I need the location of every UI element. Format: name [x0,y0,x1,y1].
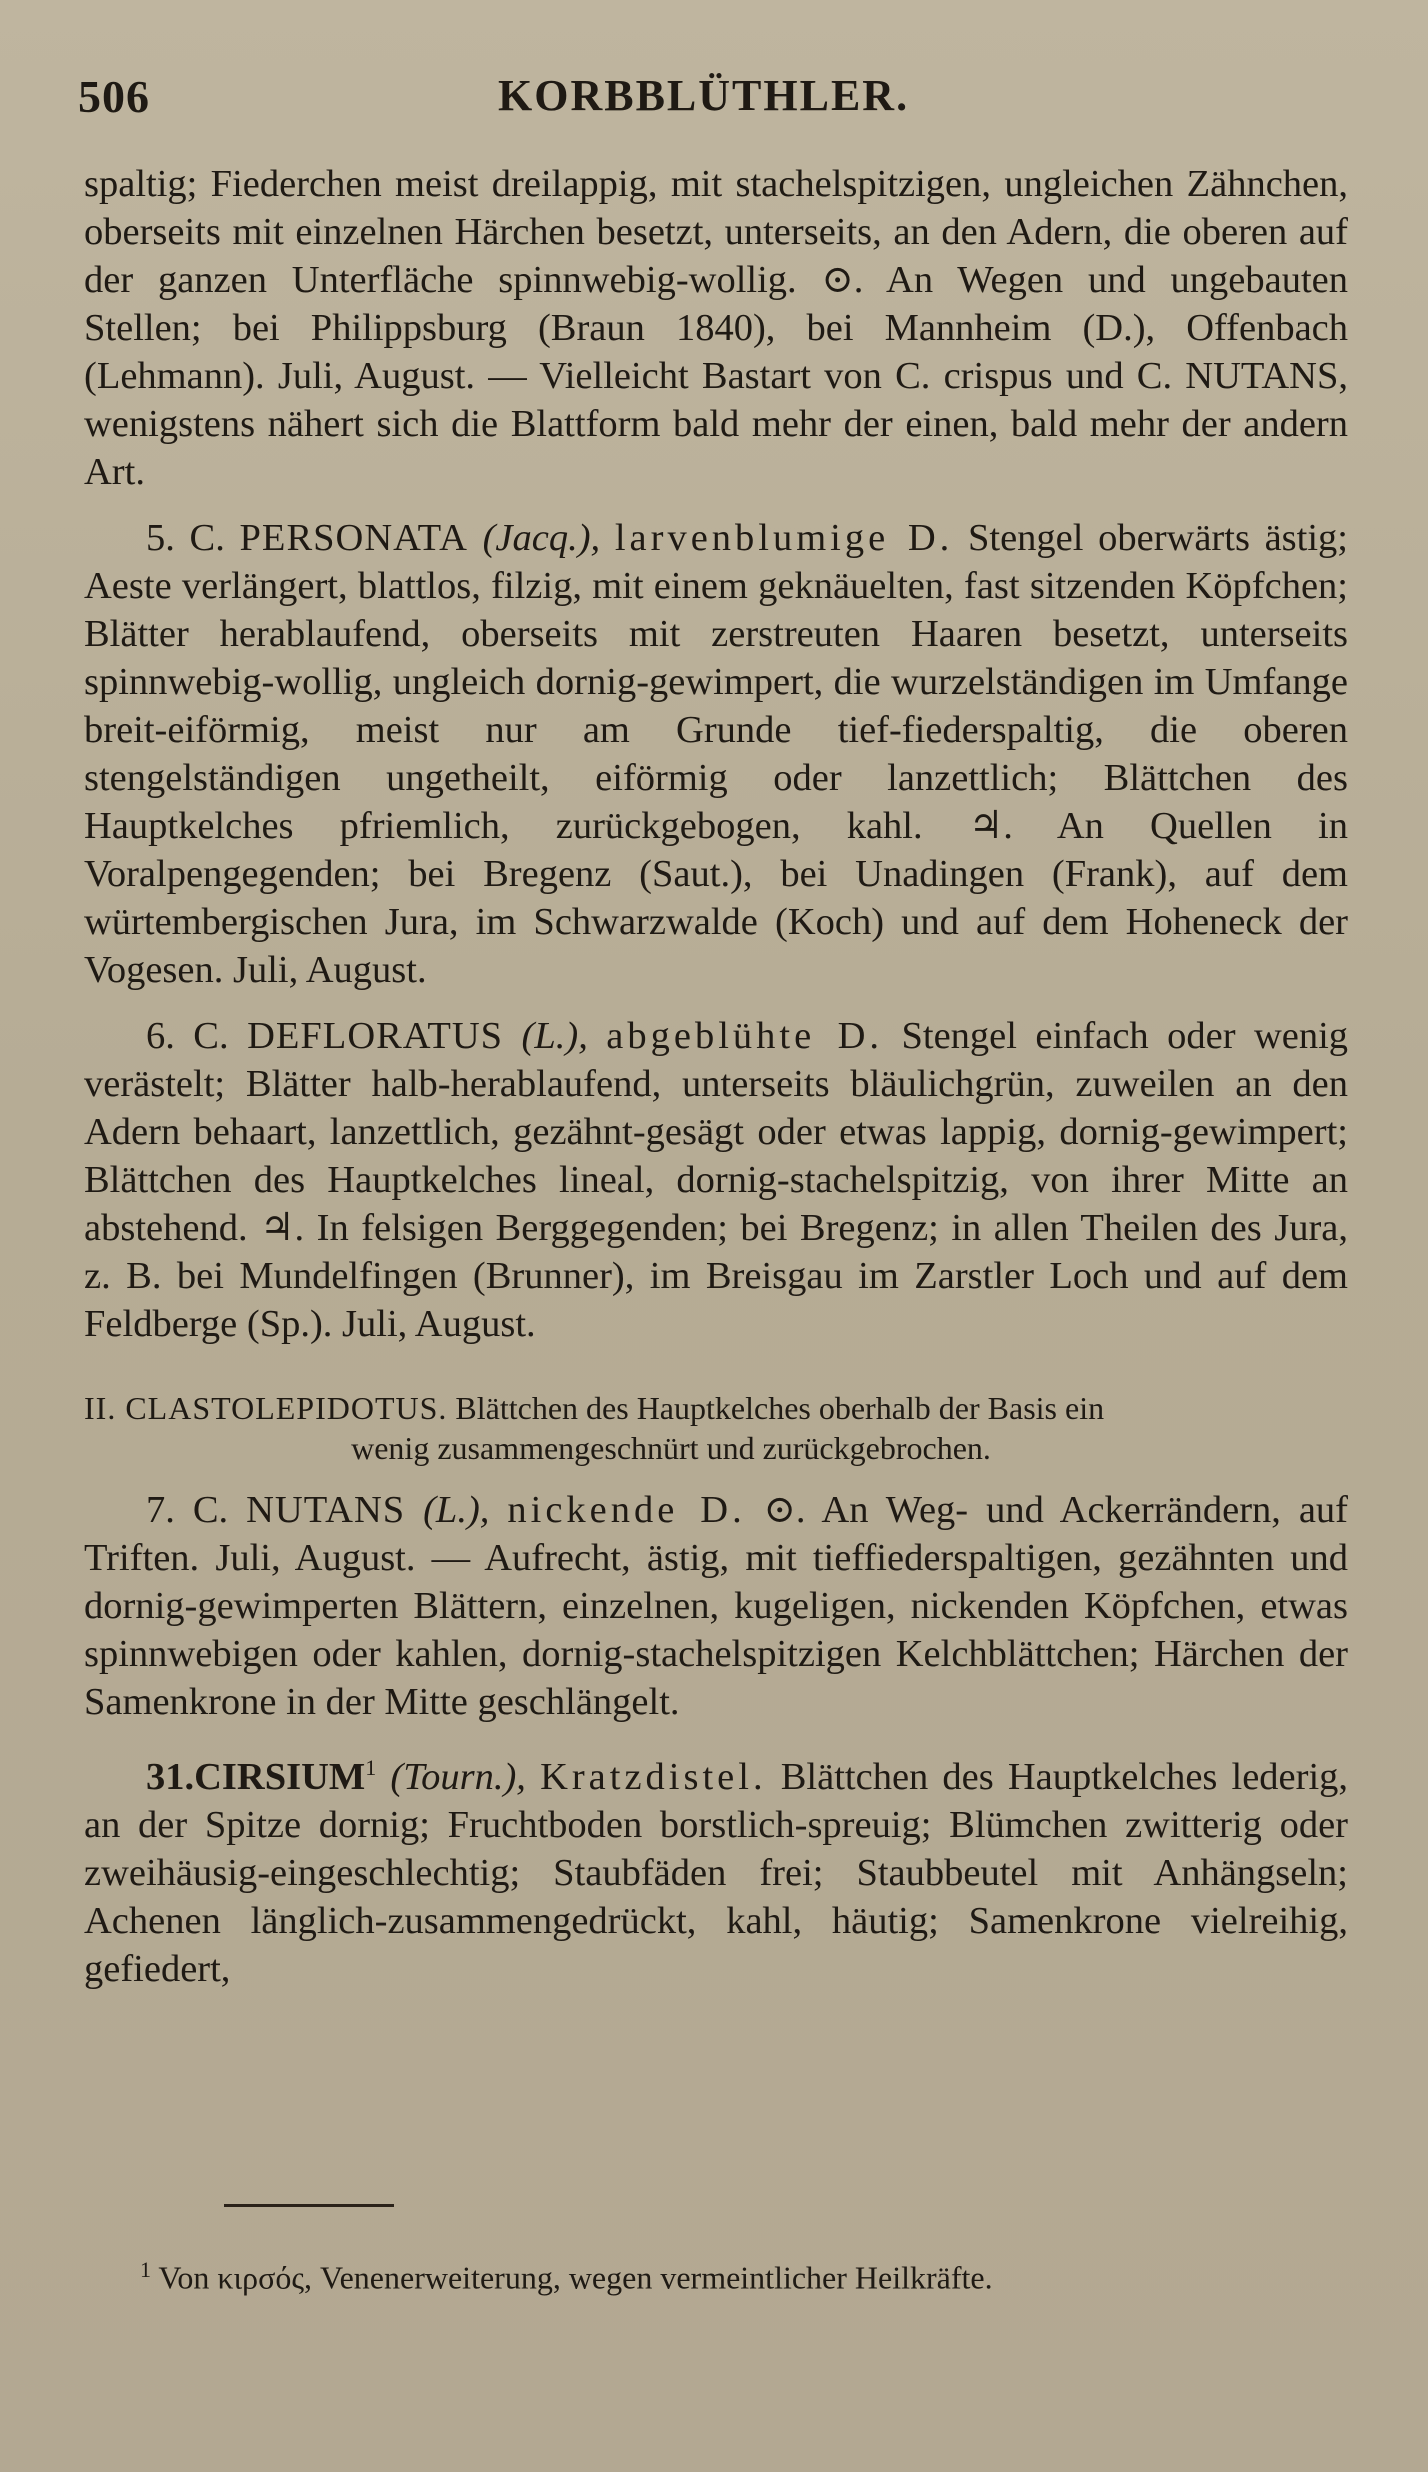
species-number: 5. C. [146,517,225,559]
continuation-paragraph: spaltig; Fiederchen meist dreilappig, mit stachelspitzigen, ungleichen Zähnchen, oberseits mit einzelnen Härchen besetzt, unterseits, an den Adern, die oberen auf der ganzen Unterfläche spinnwebig-wollig. ⊙. An Wegen und ungebauten Stellen; bei Philippsburg (Braun 1840), bei Mannheim (D.), Offenbach (Lehmann). Juli, August. — Vielleicht Bastart von C. crispus und C. NUTANS, wenigstens nähert sich die Blattform bald mehr der einen, bald mehr der andern Art. [84,163,1348,493]
species-common-name: abgeblühte D. [606,1015,884,1057]
footnote-text: Von κιρσός, Venenerweiterung, wegen vermeintlicher Heilkräfte. [158,2259,993,2296]
footnote [140,2250,1320,2298]
section-text: Blättchen des Hauptkelches oberhalb der Basis ein [455,1390,1105,1426]
running-head: KORBBLÜTHLER. [498,71,910,120]
species-entry-5 [84,514,1348,994]
species-description: ⊙. An Weg- und Ackerrändern, auf Triften. Juli, August. — Aufrecht, ästig, mit tieffiederspaltigen, gezähnten und dornig-gewimperten Blättern, einzelnen, kugeligen, nickenden Köpfchen, etwas spinnwebigen oder kahlen, dornig-stachelspitzigen Kelchblättchen; Härchen der Samenkrone in der Mitte geschlängelt. [84,1489,1348,1723]
species-entry-7 [84,1486,1348,1726]
main-text [84,160,1348,1993]
species-authority: (L.), [423,1489,490,1531]
species-name: PERSONATA [239,517,468,559]
species-name: DEFLORATUS [247,1015,504,1057]
genus-entry [84,1744,1348,1993]
species-description: Stengel einfach oder wenig verästelt; Blätter halb-herablaufend, unterseits bläulichgrün, zuweilen an den Adern behaart, lanzettlich, gezähnt-gesägt oder etwas lappig, dornig-gewimpert; Blättchen des Hauptkelches lineal, dornig-stachelspitzig, von ihrer Mitte an abstehend. ♃. In felsigen Berggegenden; bei Bregenz; in allen Theilen des Jura, z. B. bei Mundelfingen (Brunner), im Breisgau im Zarstler Loch und auf dem Feldberge (Sp.). Juli, August. [84,1015,1349,1345]
section-text-2: wenig zusammengeschnürt und zurückgebrochen. [351,1430,991,1466]
genus-name: CIRSIUM [194,1755,366,1798]
species-common-name: larvenblumige D. [614,517,954,559]
section-heading [84,1388,1348,1468]
section-label: II. CLASTOLEPIDOTUS. [84,1390,448,1426]
species-common-name: nickende D. [507,1489,746,1531]
footnote-marker: 1 [365,1755,377,1780]
page-header [78,62,1348,132]
species-entry-6 [84,1012,1348,1348]
genus-number: 31. [146,1755,195,1798]
species-authority: (Jacq.), [482,517,601,559]
footnote-rule [224,2204,394,2207]
species-description: Stengel oberwärts ästig; Aeste verlängert, blattlos, filzig, mit einem geknäuelten, fast sitzenden Köpfchen; Blätter herablaufend, oberseits mit zerstreuten Haaren besetzt, unterseits spinnwebig-wollig, ungleich dornig-gewimpert, die wurzelständigen im Umfange breit-eiförmig, meist nur am Grunde tief-fiederspaltig, die oberen stengelständigen ungetheilt, eiförmig oder lanzettlich; Blättchen des Hauptkelches pfriemlich, zurückgebogen, kahl. ♃. An Quellen in Voralpengegenden; bei Bregenz (Saut.), bei Unadingen (Frank), auf dem würtembergischen Jura, im Schwarzwalde (Koch) und auf dem Hoheneck der Vogesen. Juli, August. [84,517,1349,991]
genus-description: Blättchen des Hauptkelches lederig, an der Spitze dornig; Fruchtboden borstlich-spreuig; Blümchen zwitterig oder zweihäusig-eingeschlechtig; Staubfäden frei; Staubbeutel mit Anhängseln; Achenen länglich-zusammengedrückt, kahl, häutig; Samenkrone vielreihig, gefiedert, [84,1755,1349,1990]
page-number: 506 [78,71,150,122]
species-number: 7. C. [146,1489,229,1531]
species-authority: (L.), [521,1015,588,1057]
footnote-number: 1 [140,2257,151,2282]
species-name: NUTANS [246,1489,406,1531]
genus-authority: (Tourn.), [390,1755,526,1798]
genus-common-name: Kratzdistel. [540,1755,767,1798]
species-number: 6. C. [146,1015,229,1057]
